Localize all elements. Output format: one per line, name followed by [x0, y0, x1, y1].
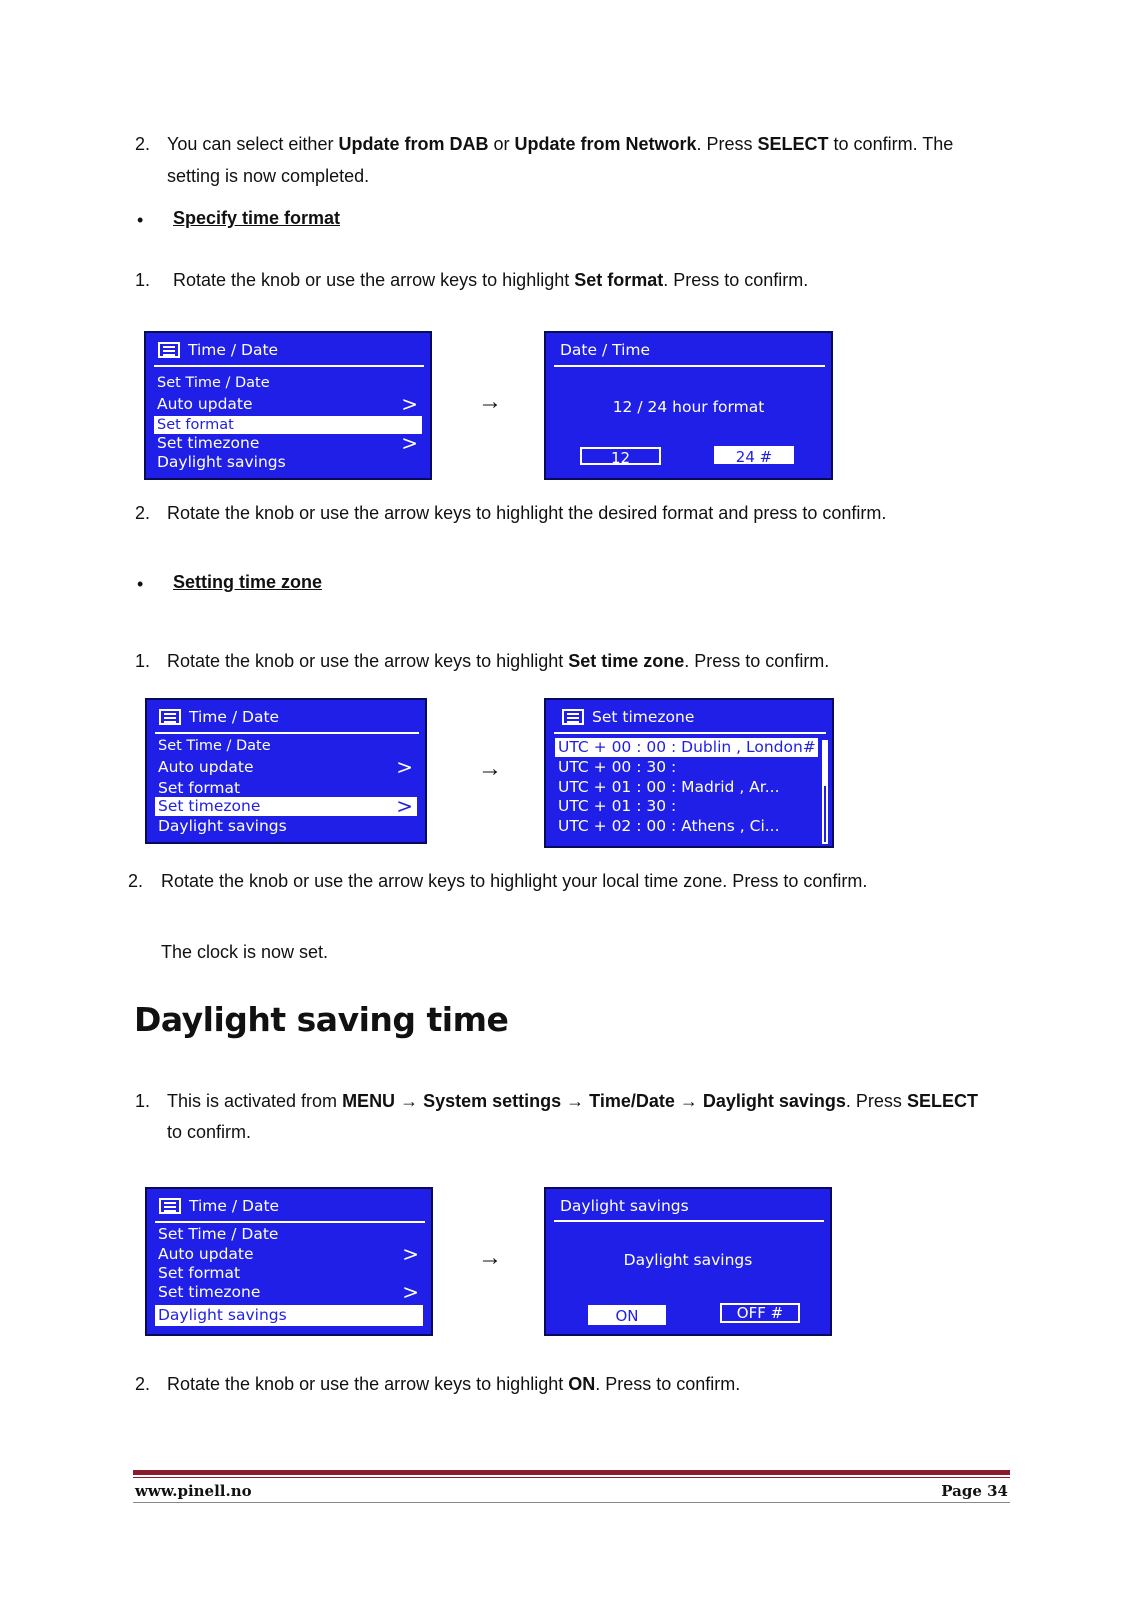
menu-item-label: Set timezone: [157, 434, 260, 452]
menu-item-label: Set timezone: [158, 1283, 261, 1301]
bold-text: Update from DAB: [338, 134, 489, 154]
divider: [554, 732, 826, 734]
option-24-selected: 24 #: [714, 446, 794, 464]
footer-rule: [133, 1470, 1010, 1475]
screen-title: [158, 341, 278, 359]
chevron-right-icon: >: [401, 392, 418, 416]
option-12: 12: [580, 447, 661, 465]
text: . Press: [696, 134, 758, 154]
chevron-right-icon: >: [396, 794, 413, 818]
menu-item-label: Auto update: [158, 758, 254, 776]
footer-website: www.pinell.no: [135, 1482, 252, 1500]
arrow-right-icon: →: [478, 388, 502, 415]
subheading: Specify time format: [173, 208, 341, 228]
bold-text: MENU: [342, 1091, 396, 1111]
chevron-right-icon: >: [402, 1242, 419, 1266]
divider: [155, 732, 419, 734]
bold-text: Daylight savings: [702, 1091, 846, 1111]
timezone-row: UTC + 01 : 00 : Madrid , Ar...: [558, 778, 780, 796]
list-number: 1.: [135, 651, 151, 671]
menu-icon: [158, 342, 180, 358]
text: This is activated from: [167, 1091, 343, 1111]
menu-item: [155, 1280, 423, 1304]
bold-text: Set time zone: [568, 651, 685, 671]
text: Rotate the knob or use the arrow keys to highlight: [173, 270, 575, 290]
chevron-right-icon: >: [401, 431, 418, 455]
menu-item-selected: Set format: [154, 416, 422, 434]
menu-item: [155, 1242, 423, 1266]
divider: [155, 1221, 425, 1223]
bullet: •: [137, 574, 144, 594]
screen-title: [562, 708, 694, 726]
menu-item: Set Time / Date: [158, 738, 271, 754]
screen-message: 12 / 24 hour format: [612, 398, 765, 416]
list-number: 1.: [135, 1091, 151, 1111]
menu-item: Set Time / Date: [157, 375, 270, 391]
paragraph-continuation: to confirm.: [167, 1122, 252, 1142]
timezone-row: UTC + 00 : 30 :: [558, 758, 677, 776]
screen-message: Daylight savings: [623, 1251, 753, 1269]
text: Rotate the knob or use the arrow keys to highlight: [167, 1374, 569, 1394]
paragraph: The clock is now set.: [161, 942, 329, 962]
screen-title: Date / Time: [560, 341, 651, 359]
scrollbar: [822, 740, 828, 844]
paragraph: Rotate the knob or use the arrow keys to highlight the desired format and press to confirm.: [167, 503, 887, 523]
paragraph: [167, 1368, 740, 1400]
menu-item-label: Set timezone: [158, 797, 261, 815]
text: . Press: [845, 1091, 907, 1111]
arrow-text: →: [561, 1091, 590, 1111]
lcd-screen-time-date: [144, 331, 432, 480]
screen-title: [159, 708, 279, 726]
chevron-right-icon: >: [396, 755, 413, 779]
text: . Press to confirm.: [595, 1374, 741, 1394]
menu-item-selected: [155, 794, 417, 818]
bold-text: System settings: [423, 1091, 562, 1111]
footer-page-number: Page 34: [941, 1482, 1008, 1500]
text: . Press to confirm.: [663, 270, 809, 290]
menu-icon: [159, 1198, 181, 1214]
list-number: 1.: [135, 270, 151, 290]
lcd-screen-date-time: [544, 331, 833, 480]
menu-item: [154, 392, 422, 416]
menu-item: Set format: [158, 779, 241, 797]
menu-item: Set format: [158, 1264, 241, 1282]
scrollbar-thumb: [824, 742, 826, 786]
menu-item-label: Auto update: [157, 395, 253, 413]
chevron-right-icon: >: [402, 1280, 419, 1304]
paragraph: [173, 264, 808, 296]
lcd-screen-daylight-savings: [544, 1187, 832, 1336]
menu-item-label: Auto update: [158, 1245, 254, 1263]
bold-text: ON: [568, 1374, 596, 1394]
bullet: •: [137, 210, 144, 230]
text: or: [488, 134, 515, 154]
lcd-screen-time-date: [145, 1187, 433, 1336]
list-number: 2.: [135, 503, 151, 523]
menu-icon: [562, 709, 584, 725]
menu-item-selected: Daylight savings: [155, 1305, 423, 1326]
divider: [554, 365, 825, 367]
menu-item: Set Time / Date: [158, 1225, 279, 1243]
option-on-selected: ON: [588, 1305, 666, 1325]
lcd-screen-time-date: [145, 698, 427, 844]
screen-title-text: Set timezone: [592, 708, 695, 726]
bold-text: Set format: [574, 270, 664, 290]
divider: [154, 365, 424, 367]
text: Rotate the knob or use the arrow keys to highlight: [167, 651, 569, 671]
lcd-screen-set-timezone: [544, 698, 834, 848]
text: You can select either: [167, 134, 339, 154]
text: to confirm. The: [828, 134, 954, 154]
bold-text: SELECT: [757, 134, 829, 154]
screen-title-text: Time / Date: [188, 341, 279, 359]
section-heading: Daylight saving time: [134, 1000, 509, 1039]
list-number: 2.: [128, 871, 144, 891]
paragraph: [167, 128, 953, 160]
subheading: Setting time zone: [173, 572, 323, 592]
text: . Press to confirm.: [684, 651, 830, 671]
footer-rule-thin: [133, 1477, 1010, 1478]
footer-bottom-rule: [133, 1502, 1010, 1503]
menu-item: Daylight savings: [158, 817, 287, 835]
arrow-right-icon: →: [478, 1244, 502, 1271]
bold-text: SELECT: [906, 1091, 978, 1111]
paragraph: Rotate the knob or use the arrow keys to highlight your local time zone. Press to confirm.: [161, 871, 868, 891]
menu-item: [155, 755, 417, 779]
timezone-row: UTC + 01 : 30 :: [558, 797, 677, 815]
divider: [554, 1220, 824, 1222]
menu-item: [154, 431, 422, 455]
paragraph: [167, 645, 829, 677]
screen-title-text: Time / Date: [189, 708, 280, 726]
list-number: 2.: [135, 134, 151, 154]
bold-text: Update from Network: [514, 134, 697, 154]
bold-text: Time/Date: [589, 1091, 675, 1111]
timezone-row-selected: UTC + 00 : 00 : Dublin , London#: [555, 738, 818, 757]
arrow-text: →: [395, 1091, 424, 1111]
arrow-right-icon: →: [478, 755, 502, 782]
arrow-text: →: [674, 1091, 703, 1111]
screen-title-text: Time / Date: [189, 1197, 280, 1215]
menu-icon: [159, 709, 181, 725]
screen-title: Daylight savings: [560, 1197, 689, 1215]
timezone-row: UTC + 02 : 00 : Athens , Ci...: [558, 817, 780, 835]
paragraph-continuation: setting is now completed.: [167, 166, 370, 186]
list-number: 2.: [135, 1374, 151, 1394]
paragraph: [167, 1085, 978, 1117]
option-off: OFF #: [720, 1303, 800, 1323]
menu-item: Daylight savings: [157, 453, 286, 471]
screen-title: [159, 1197, 279, 1215]
